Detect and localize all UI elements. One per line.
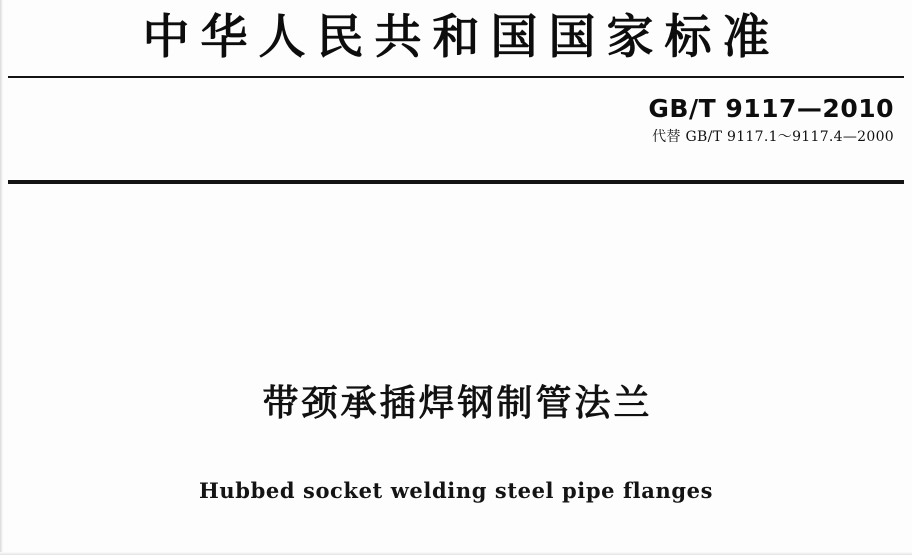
standard-number-block bbox=[648, 95, 894, 145]
banner-title: 中华人民共和国国家标准 bbox=[142, 9, 781, 65]
standard-replaces-note: 代替 GB/T 9117.1～9117.4—2000 bbox=[652, 128, 894, 145]
document-title-chinese: 带颈承插焊钢制管法兰 bbox=[262, 383, 653, 424]
national-standard-banner bbox=[0, 0, 912, 74]
divider-top bbox=[8, 76, 904, 78]
scan-edge-left bbox=[0, 0, 3, 555]
document-title-english: Hubbed socket welding steel pipe flanges bbox=[198, 478, 713, 503]
standard-number: GB/T 9117—2010 bbox=[648, 94, 894, 123]
divider-heavy bbox=[8, 180, 904, 184]
